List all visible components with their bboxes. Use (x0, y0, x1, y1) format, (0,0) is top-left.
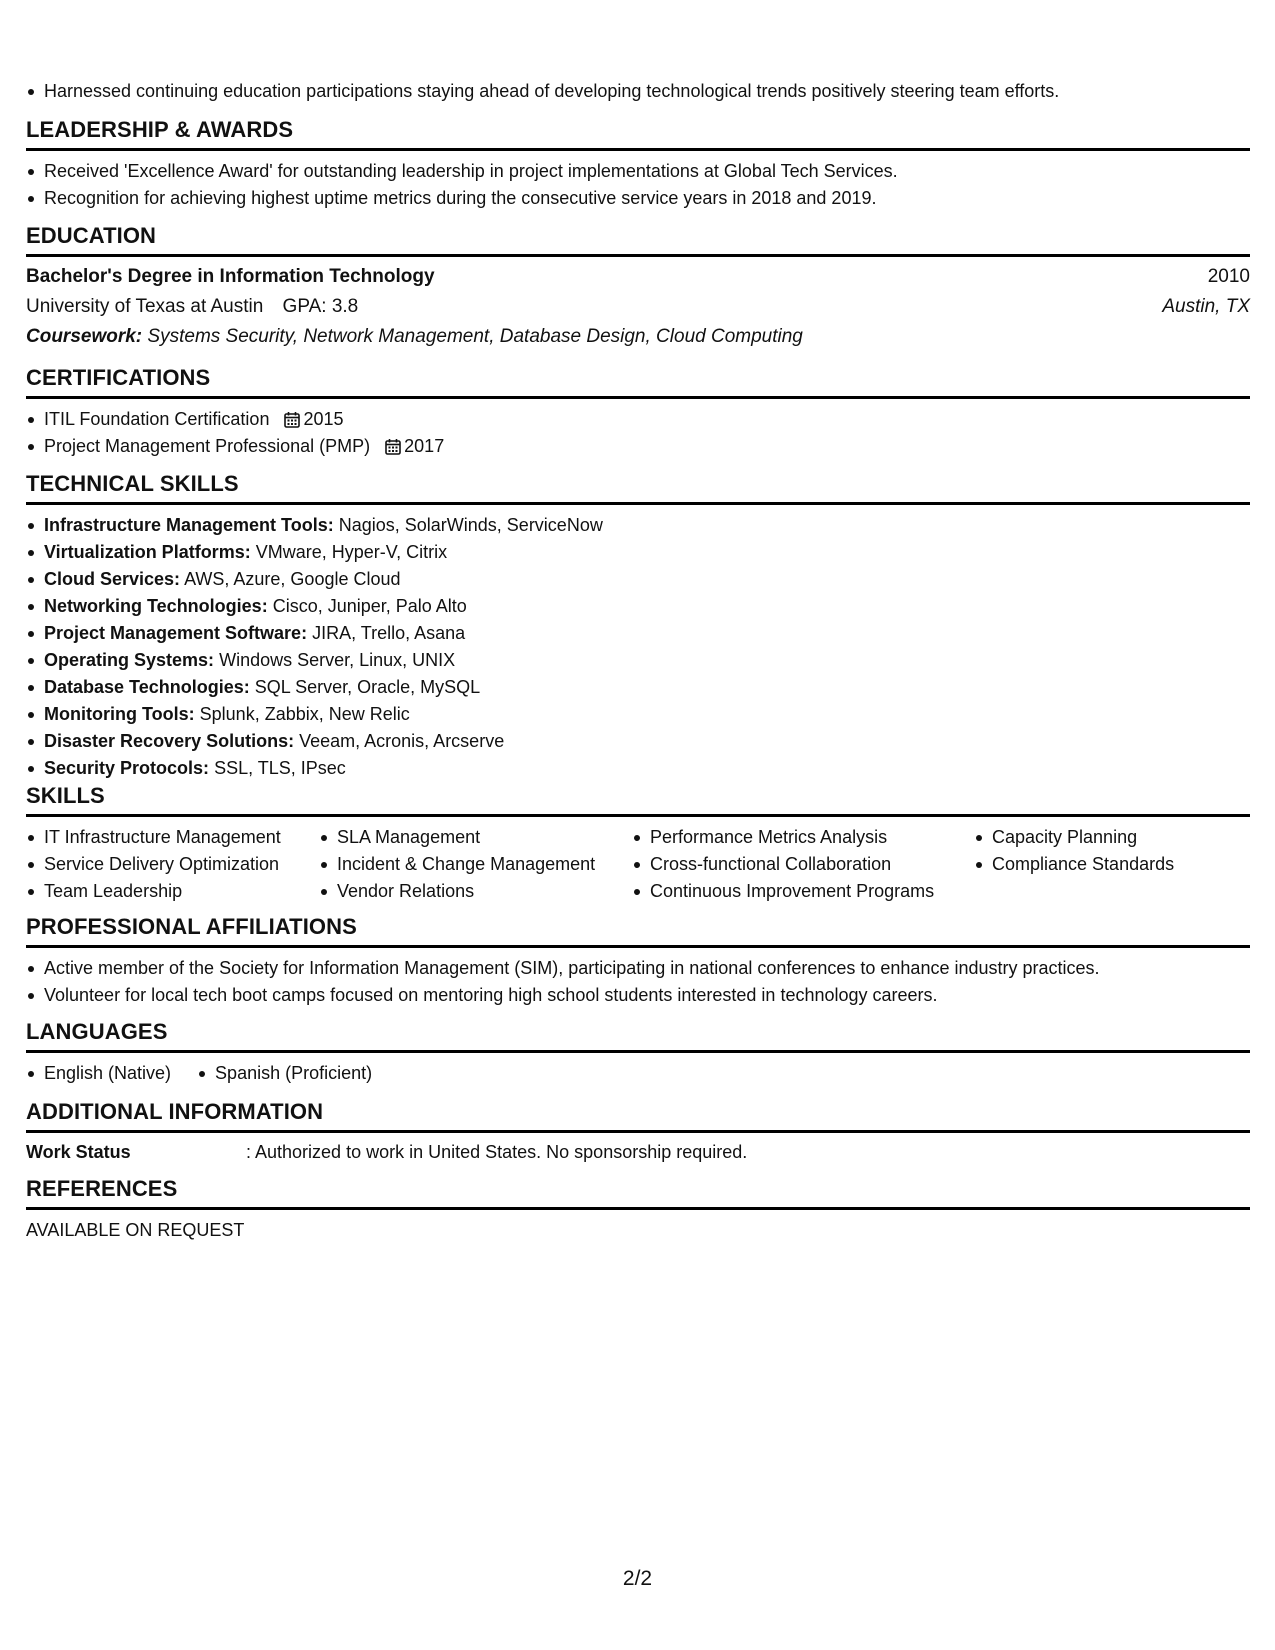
degree-title: Bachelor's Degree in Information Technology (26, 266, 435, 287)
affiliations-section (26, 914, 1250, 1009)
technical-skills-list (26, 512, 1250, 782)
skill-category: Disaster Recovery Solutions: (44, 731, 295, 751)
skill-values: AWS, Azure, Google Cloud (184, 569, 401, 589)
languages-list (26, 1060, 1250, 1087)
skill-values: SQL Server, Oracle, MySQL (254, 677, 481, 697)
section-title: TECHNICAL SKILLS (26, 471, 1250, 505)
coursework-label: Coursework: (26, 326, 143, 347)
skill-category: Operating Systems: (44, 650, 215, 670)
certification-year: 2015 (303, 409, 344, 429)
section-title: LEADERSHIP & AWARDS (26, 117, 1250, 151)
list-item (26, 406, 1250, 433)
list-item: Compliance Standards (974, 851, 1244, 878)
list-item: Received 'Excellence Award' for outstanding leadership in project implementations at Global Tech Services. (26, 158, 1250, 185)
certification-name: ITIL Foundation Certification (44, 409, 270, 429)
calendar-icon (385, 438, 401, 455)
skills-section (26, 783, 1250, 905)
list-item (26, 593, 1250, 620)
certifications-list (26, 406, 1250, 460)
school-location: Austin, TX (1162, 296, 1250, 317)
work-status-label: Work Status (26, 1142, 131, 1162)
list-item (26, 647, 1250, 674)
skill-values: JIRA, Trello, Asana (312, 623, 466, 643)
skill-values: Cisco, Juniper, Palo Alto (272, 596, 467, 616)
list-item (26, 701, 1250, 728)
certification-name: Project Management Professional (PMP) (44, 436, 371, 456)
skills-column (319, 824, 632, 905)
list-item: Team Leadership (26, 878, 319, 905)
list-item: Service Delivery Optimization (26, 851, 319, 878)
section-title: ADDITIONAL INFORMATION (26, 1099, 1250, 1133)
work-status-value: : Authorized to work in United States. No sponsorship required. (246, 1142, 748, 1162)
skill-values: Windows Server, Linux, UNIX (219, 650, 456, 670)
languages-section (26, 1019, 1250, 1087)
list-item: Incident & Change Management (319, 851, 632, 878)
section-title: LANGUAGES (26, 1019, 1250, 1053)
list-item: English (Native) (26, 1060, 171, 1087)
skills-column (632, 824, 974, 905)
list-item (26, 674, 1250, 701)
list-item: Harnessed continuing education participations staying ahead of developing technological trends positively steering team efforts. (26, 78, 1250, 105)
continued-experience-list (26, 78, 1250, 105)
skill-category: Virtualization Platforms: (44, 542, 251, 562)
list-item: Cross-functional Collaboration (632, 851, 974, 878)
skill-category: Infrastructure Management Tools: (44, 515, 334, 535)
section-title: PROFESSIONAL AFFILIATIONS (26, 914, 1250, 948)
skill-category: Database Technologies: (44, 677, 250, 697)
certifications-section (26, 365, 1250, 460)
skill-category: Security Protocols: (44, 758, 210, 778)
skill-values: VMware, Hyper-V, Citrix (255, 542, 448, 562)
skill-category: Cloud Services: (44, 569, 181, 589)
calendar-icon (284, 411, 300, 428)
list-item: Recognition for achieving highest uptime metrics during the consecutive service years in 2018 and 2019. (26, 185, 1250, 212)
education-section (26, 223, 1250, 352)
list-item: Volunteer for local tech boot camps focused on mentoring high school students interested in technology careers. (26, 982, 1250, 1009)
list-item (26, 566, 1250, 593)
references-section (26, 1176, 1250, 1244)
school-name: University of Texas at Austin (26, 296, 264, 317)
list-item: Spanish (Proficient) (197, 1060, 372, 1087)
certification-year: 2017 (404, 436, 445, 456)
skill-values: Nagios, SolarWinds, ServiceNow (338, 515, 603, 535)
skills-column (26, 824, 319, 905)
list-item: Active member of the Society for Information Management (SIM), participating in national conferences to enhance industry practices. (26, 955, 1250, 982)
references-text: AVAILABLE ON REQUEST (26, 1220, 245, 1240)
list-item: SLA Management (319, 824, 632, 851)
leadership-list (26, 158, 1250, 212)
skill-category: Project Management Software: (44, 623, 308, 643)
section-title: CERTIFICATIONS (26, 365, 1250, 399)
technical-skills-section (26, 471, 1250, 782)
list-item (26, 512, 1250, 539)
skill-category: Monitoring Tools: (44, 704, 195, 724)
section-title: REFERENCES (26, 1176, 1250, 1210)
section-title: SKILLS (26, 783, 1250, 817)
section-title: EDUCATION (26, 223, 1250, 257)
skill-values: SSL, TLS, IPsec (214, 758, 346, 778)
page-number: 2/2 (622, 1567, 653, 1590)
list-item (26, 433, 1250, 460)
list-item: IT Infrastructure Management (26, 824, 319, 851)
skills-column (974, 824, 1244, 905)
additional-info-section (26, 1099, 1250, 1166)
list-item: Continuous Improvement Programs (632, 878, 974, 905)
list-item (26, 620, 1250, 647)
list-item (26, 728, 1250, 755)
coursework-list: Systems Security, Network Management, Database Design, Cloud Computing (147, 326, 803, 347)
list-item: Capacity Planning (974, 824, 1244, 851)
list-item: Vendor Relations (319, 878, 632, 905)
graduation-year: 2010 (1207, 266, 1250, 287)
skill-values: Splunk, Zabbix, New Relic (199, 704, 410, 724)
skill-values: Veeam, Acronis, Arcserve (299, 731, 505, 751)
list-item (26, 755, 1250, 782)
list-item (26, 539, 1250, 566)
leadership-section (26, 117, 1250, 212)
gpa: GPA: 3.8 (282, 296, 359, 317)
list-item: Performance Metrics Analysis (632, 824, 974, 851)
affiliations-list (26, 955, 1250, 1009)
skill-category: Networking Technologies: (44, 596, 268, 616)
skills-columns (26, 824, 1250, 905)
